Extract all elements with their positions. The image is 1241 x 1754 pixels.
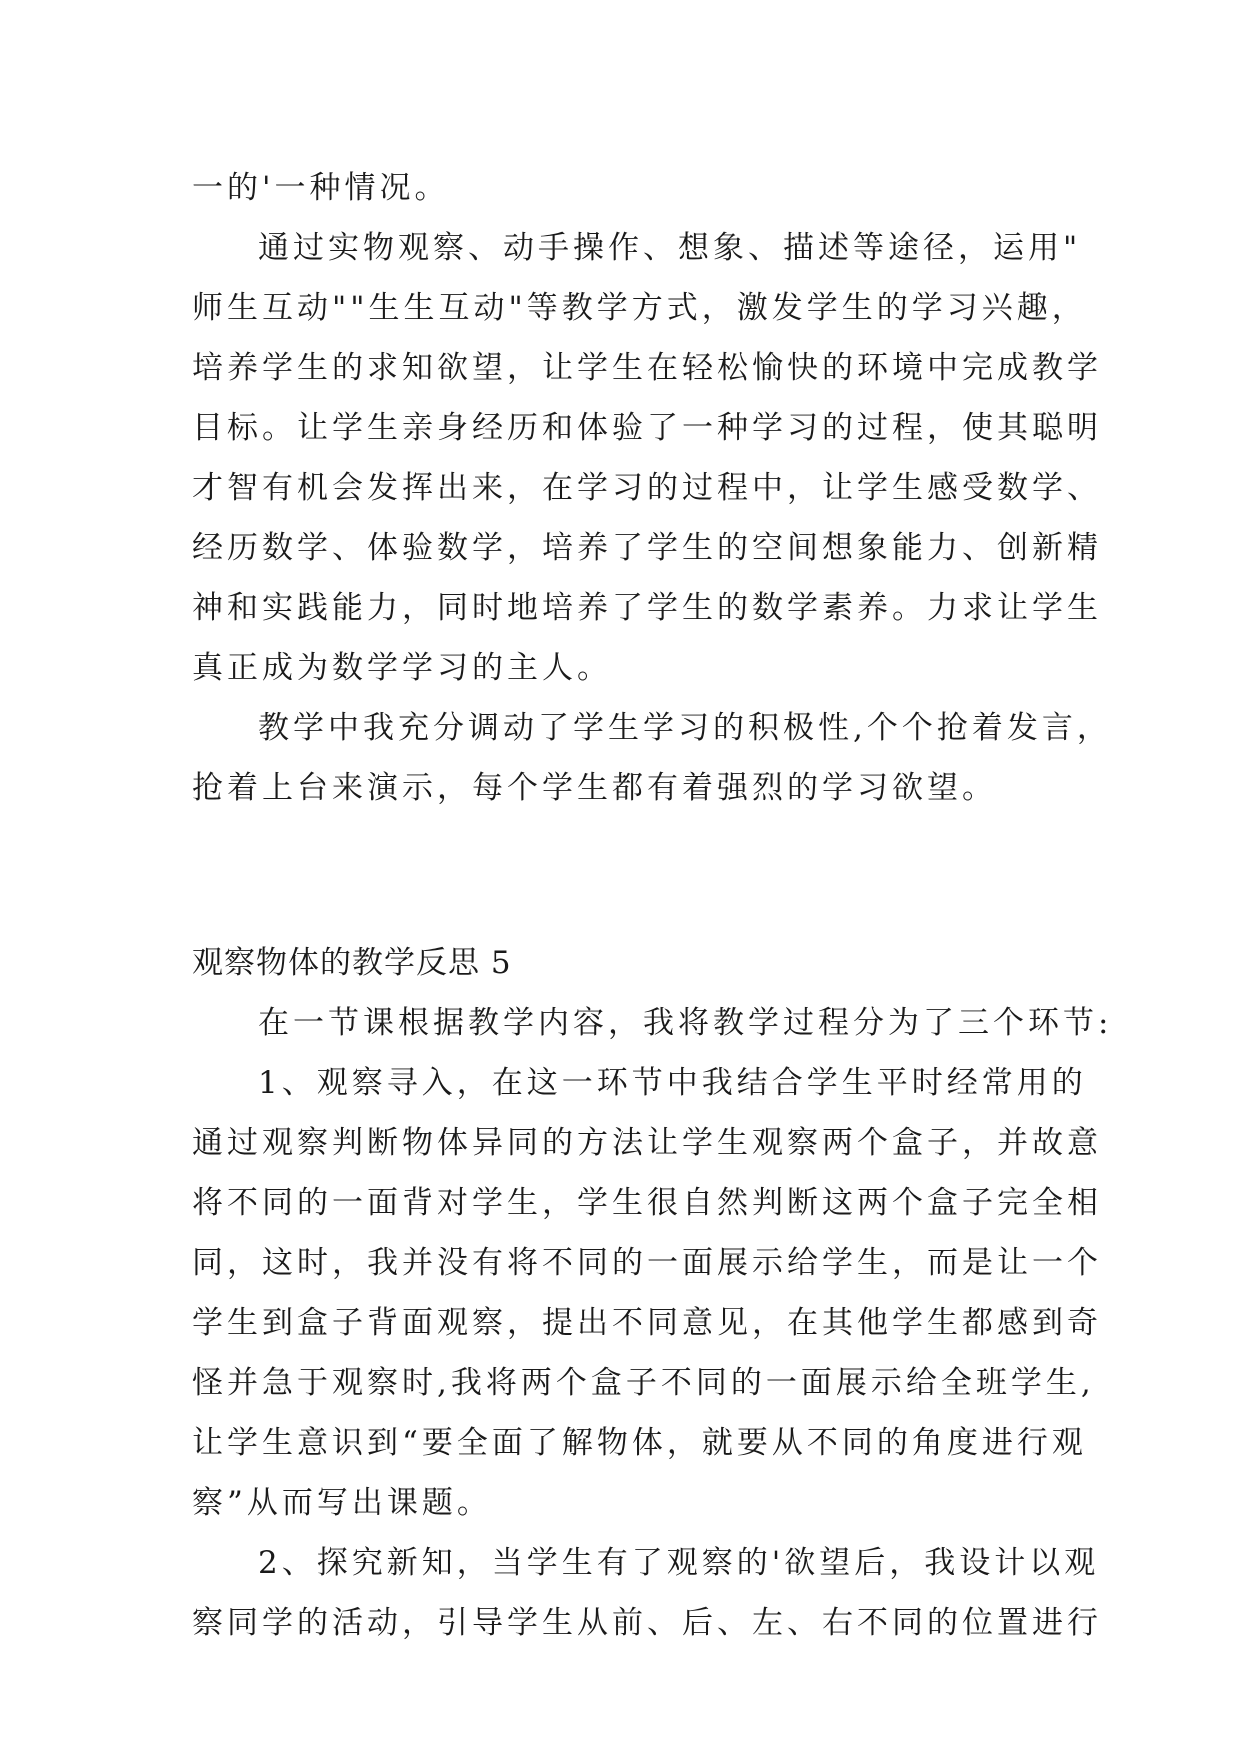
text-line: 神和实践能力，同时地培养了学生的数学素养。力求让学生 [192,590,1102,626]
text-line: 在一节课根据教学内容，我将教学过程分为了三个环节: [258,1005,1113,1041]
paragraph-continuation [192,158,1062,218]
text-line: 通过实物观察、动手操作、想象、描述等途径，运用" [258,230,1082,266]
paragraph-teaching-methods [192,218,1102,698]
text-line: 经历数学、体验数学，培养了学生的空间想象能力、创新精 [192,530,1102,566]
paragraph-intro [192,993,1113,1053]
text-line: 才智有机会发挥出来，在学习的过程中，让学生感受数学、 [192,470,1102,506]
paragraph-step-2 [192,1533,1102,1653]
text-line: 抢着上台来演示，每个学生都有着强烈的学习欲望。 [192,770,997,806]
text-line: 让学生意识到“要全面了解物体，就要从不同的角度进行观 [192,1425,1087,1461]
text-line: 察”从而写出课题。 [192,1485,492,1521]
text-line: 通过观察判断物体异同的方法让学生观察两个盒子，并故意 [192,1125,1102,1161]
text-line: 目标。让学生亲身经历和体验了一种学习的过程，使其聪明 [192,410,1102,446]
text-line: 将不同的一面背对学生，学生很自然判断这两个盒子完全相 [192,1185,1102,1221]
text-line: 教学中我充分调动了学生学习的积极性,个个抢着发言， [258,710,1112,746]
section-spacer [192,818,1062,933]
paragraph-step-1 [192,1053,1102,1533]
section-title: 观察物体的教学反思 5 [192,945,512,981]
text-line: 学生到盒子背面观察，提出不同意见，在其他学生都感到奇 [192,1305,1102,1341]
text-line: 察同学的活动，引导学生从前、后、左、右不同的位置进行 [192,1605,1102,1641]
text-line: 2、探究新知，当学生有了观察的'欲望后，我设计以观 [258,1545,1100,1581]
text-line: 培养学生的求知欲望，让学生在轻松愉快的环境中完成教学 [192,350,1102,386]
text-line: 真正成为数学学习的主人。 [192,650,612,686]
text-line: 师生互动""生生互动"等教学方式，激发学生的学习兴趣， [192,290,1087,326]
document-body [192,158,1113,1653]
text-line: 怪并急于观察时,我将两个盒子不同的一面展示给全班学生, [192,1365,1095,1401]
text-line: 一的'一种情况。 [192,170,450,206]
text-line: 1、观察寻入，在这一环节中我结合学生平时经常用的 [258,1065,1087,1101]
text-line: 同，这时，我并没有将不同的一面展示给学生，而是让一个 [192,1245,1102,1281]
paragraph-student-enthusiasm [192,698,1112,818]
